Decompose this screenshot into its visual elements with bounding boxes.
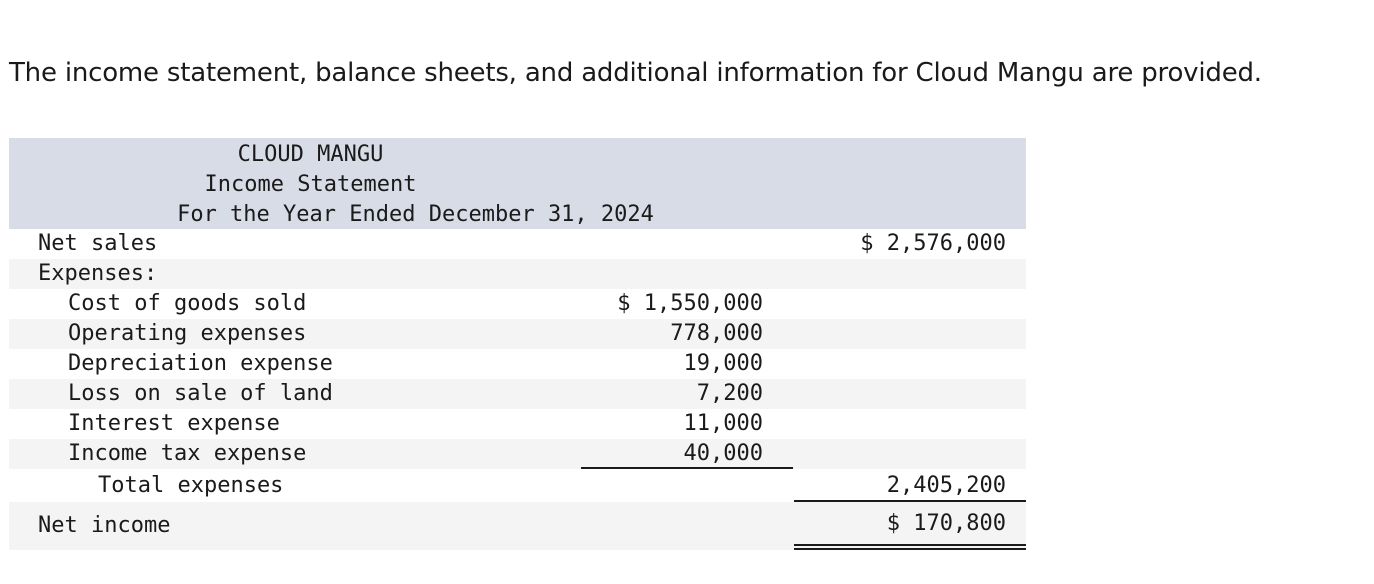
row-amount: 11,000 (683, 411, 763, 436)
income-statement-table (9, 138, 1026, 550)
expense-row (9, 379, 1026, 409)
statement-title: Income Statement (204, 172, 417, 197)
total-expenses-row (9, 469, 1026, 502)
row-label: Interest expense (68, 411, 280, 436)
row-amount: $ 170,800 (886, 511, 1006, 536)
row-label: Depreciation expense (68, 351, 333, 376)
row-amount: $ 2,576,000 (860, 231, 1006, 256)
statement-header (9, 138, 1026, 229)
company-name: CLOUD MANGU (237, 142, 384, 167)
row-label: Total expenses (98, 473, 284, 498)
expense-row (9, 349, 1026, 379)
row-label: Cost of goods sold (68, 291, 307, 316)
expense-row (9, 409, 1026, 439)
intro-text: The income statement, balance sheets, and additional information for Cloud Mangu are provided. (9, 58, 1262, 88)
row-amount: 2,405,200 (886, 473, 1006, 498)
expense-row (9, 289, 1026, 319)
row-amount: 40,000 (683, 441, 763, 466)
expense-row (9, 319, 1026, 349)
row-label: Expenses: (38, 261, 158, 286)
net-income-row (9, 502, 1026, 550)
row-amount: 19,000 (683, 351, 763, 376)
row-label: Net income (38, 513, 171, 538)
net-sales-row (9, 229, 1026, 259)
row-amount: 778,000 (670, 321, 763, 346)
row-amount: $ 1,550,000 (617, 291, 763, 316)
expenses-heading-row (9, 259, 1026, 289)
expense-row (9, 439, 1026, 469)
row-label: Operating expenses (68, 321, 307, 346)
double-underline-rule (794, 544, 1026, 550)
row-amount: 7,200 (696, 381, 763, 406)
statement-period: For the Year Ended December 31, 2024 (177, 202, 654, 227)
row-label: Net sales (38, 231, 158, 256)
row-label: Loss on sale of land (68, 381, 333, 406)
row-label: Income tax expense (68, 441, 307, 466)
